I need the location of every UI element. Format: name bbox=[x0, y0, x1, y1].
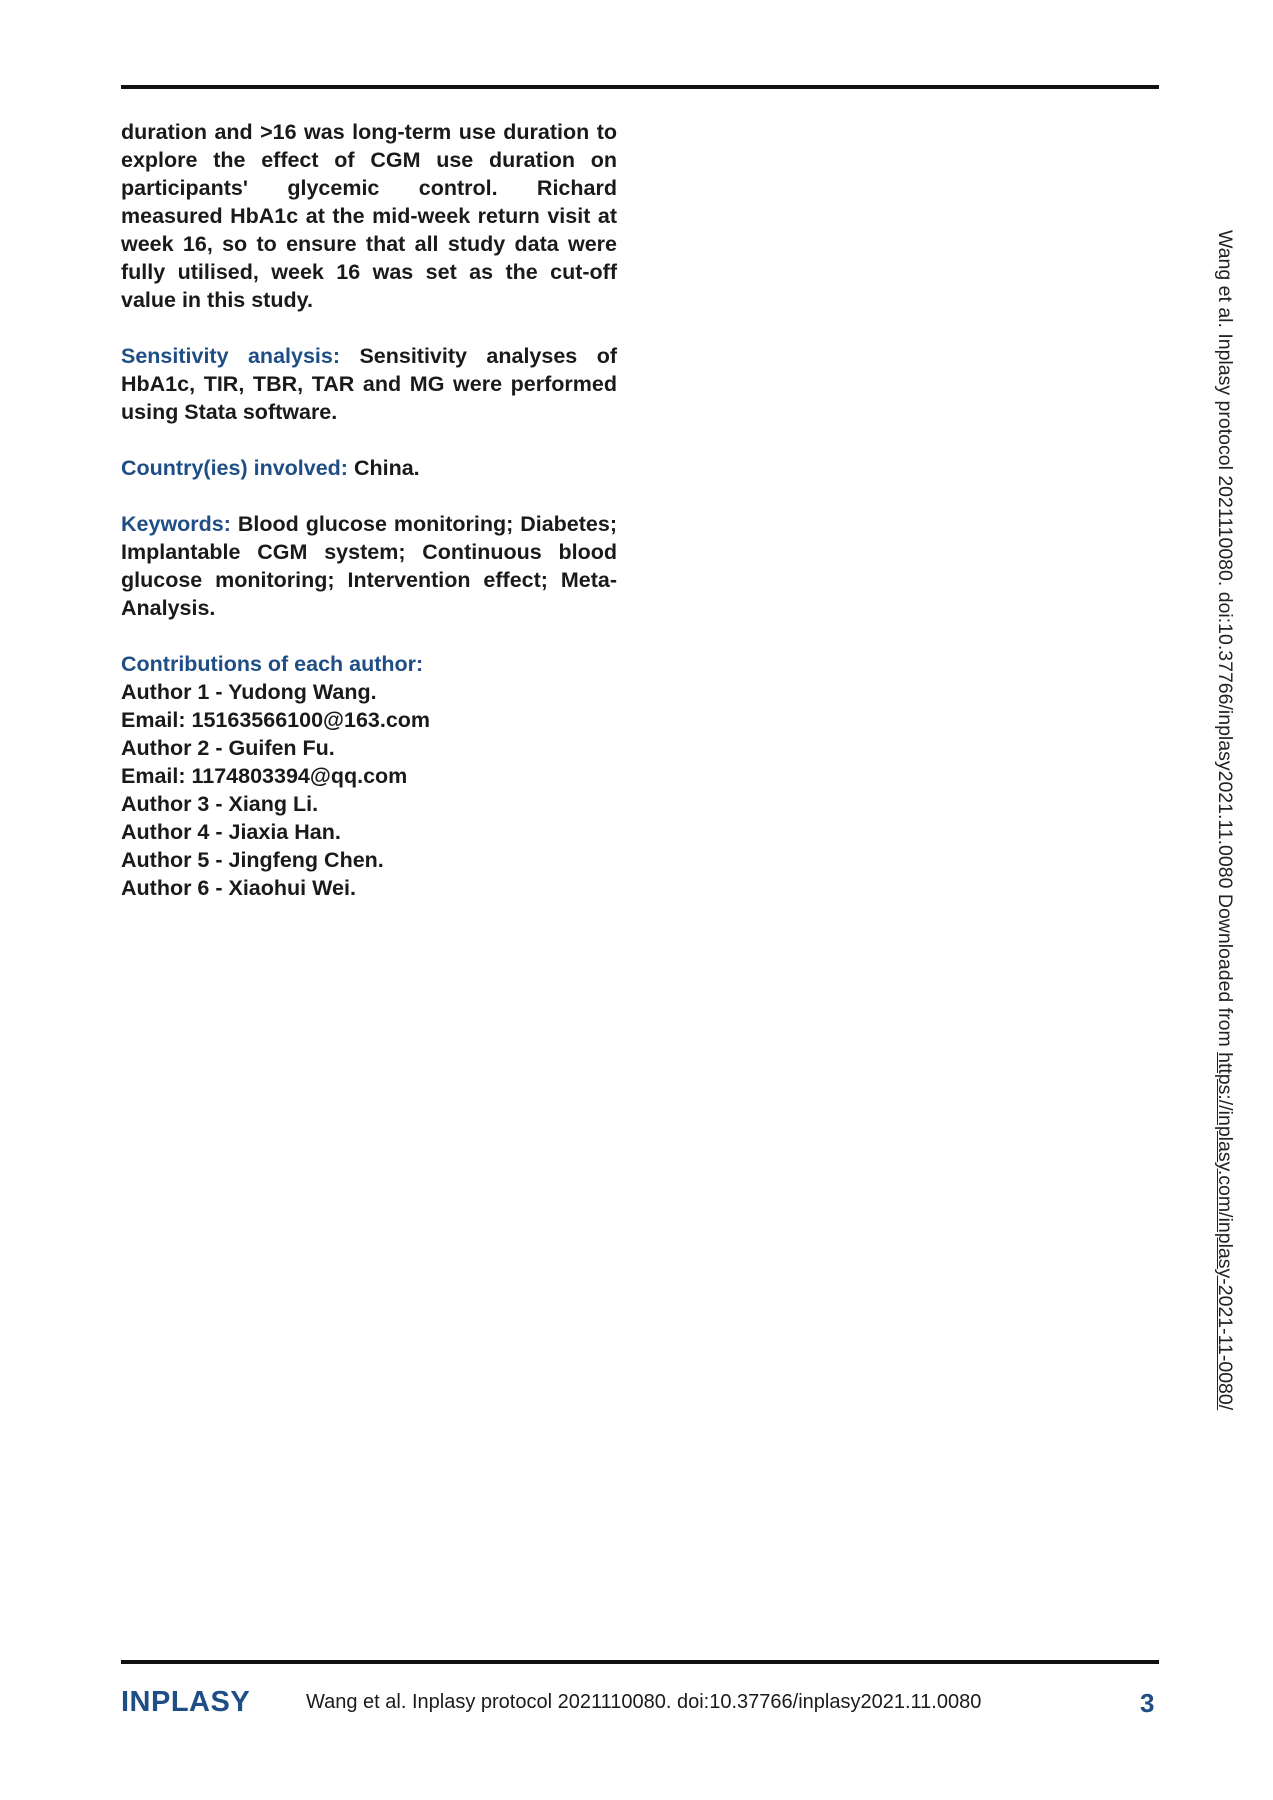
sensitivity-section bbox=[121, 342, 617, 426]
body-paragraph: duration and >16 was long-term use duration to explore the effect of CGM use duration on participants' glycemic control. Richard measured HbA1c at the mid-week return visit at week 16, so to ensure that all study data were fully utilised, week 16 was set as the cut-off value in this study. bbox=[121, 120, 617, 312]
author-line: Author 3 - Xiang Li. bbox=[121, 792, 319, 816]
sensitivity-text: Sensitivity analyses of HbA1c, TIR, TBR, TAR and MG were performed using Stata software. bbox=[121, 344, 617, 424]
main-column bbox=[121, 118, 617, 902]
author-email: Email: 15163566100@163.com bbox=[121, 708, 431, 732]
author-line: Author 5 - Jingfeng Chen. bbox=[121, 848, 384, 872]
footer-citation: Wang et al. Inplasy protocol 2021110080. doi:10.37766/inplasy2021.11.0080 bbox=[306, 1691, 982, 1713]
country-label: Country(ies) involved: bbox=[121, 456, 348, 480]
contributions-heading: Contributions of each author: bbox=[121, 652, 424, 676]
sidebar-link[interactable]: https://inplasy.com/inplasy-2021-11-0080/ bbox=[1214, 1052, 1236, 1411]
country-section bbox=[121, 454, 617, 482]
sidebar-citation: Wang et al. Inplasy protocol 2021110080. doi:10.37766/inplasy2021.11.0080 Downloaded from bbox=[1214, 230, 1236, 1053]
author-line: Author 4 - Jiaxia Han. bbox=[121, 820, 341, 844]
page-number: 3 bbox=[1140, 1688, 1155, 1718]
keywords-text: Blood glucose monitoring; Diabetes; Implantable CGM system; Continuous blood glucose monitoring; Intervention effect; Meta-Analysis. bbox=[121, 512, 617, 620]
country-text: China. bbox=[353, 456, 420, 480]
bottom-rule bbox=[121, 1660, 1159, 1664]
author-line: Author 6 - Xiaohui Wei. bbox=[121, 876, 356, 900]
author-line: Author 1 - Yudong Wang. bbox=[121, 680, 377, 704]
top-rule bbox=[121, 85, 1159, 89]
contributions-section bbox=[121, 650, 617, 902]
download-sidebar bbox=[1213, 230, 1237, 1410]
author-email: Email: 1174803394@qq.com bbox=[121, 764, 408, 788]
footer-brand-logo: INPLASY bbox=[121, 1686, 251, 1718]
author-line: Author 2 - Guifen Fu. bbox=[121, 736, 335, 760]
keywords-label: Keywords: bbox=[121, 512, 231, 536]
sensitivity-label: Sensitivity analysis: bbox=[121, 344, 340, 368]
keywords-section bbox=[121, 510, 617, 622]
